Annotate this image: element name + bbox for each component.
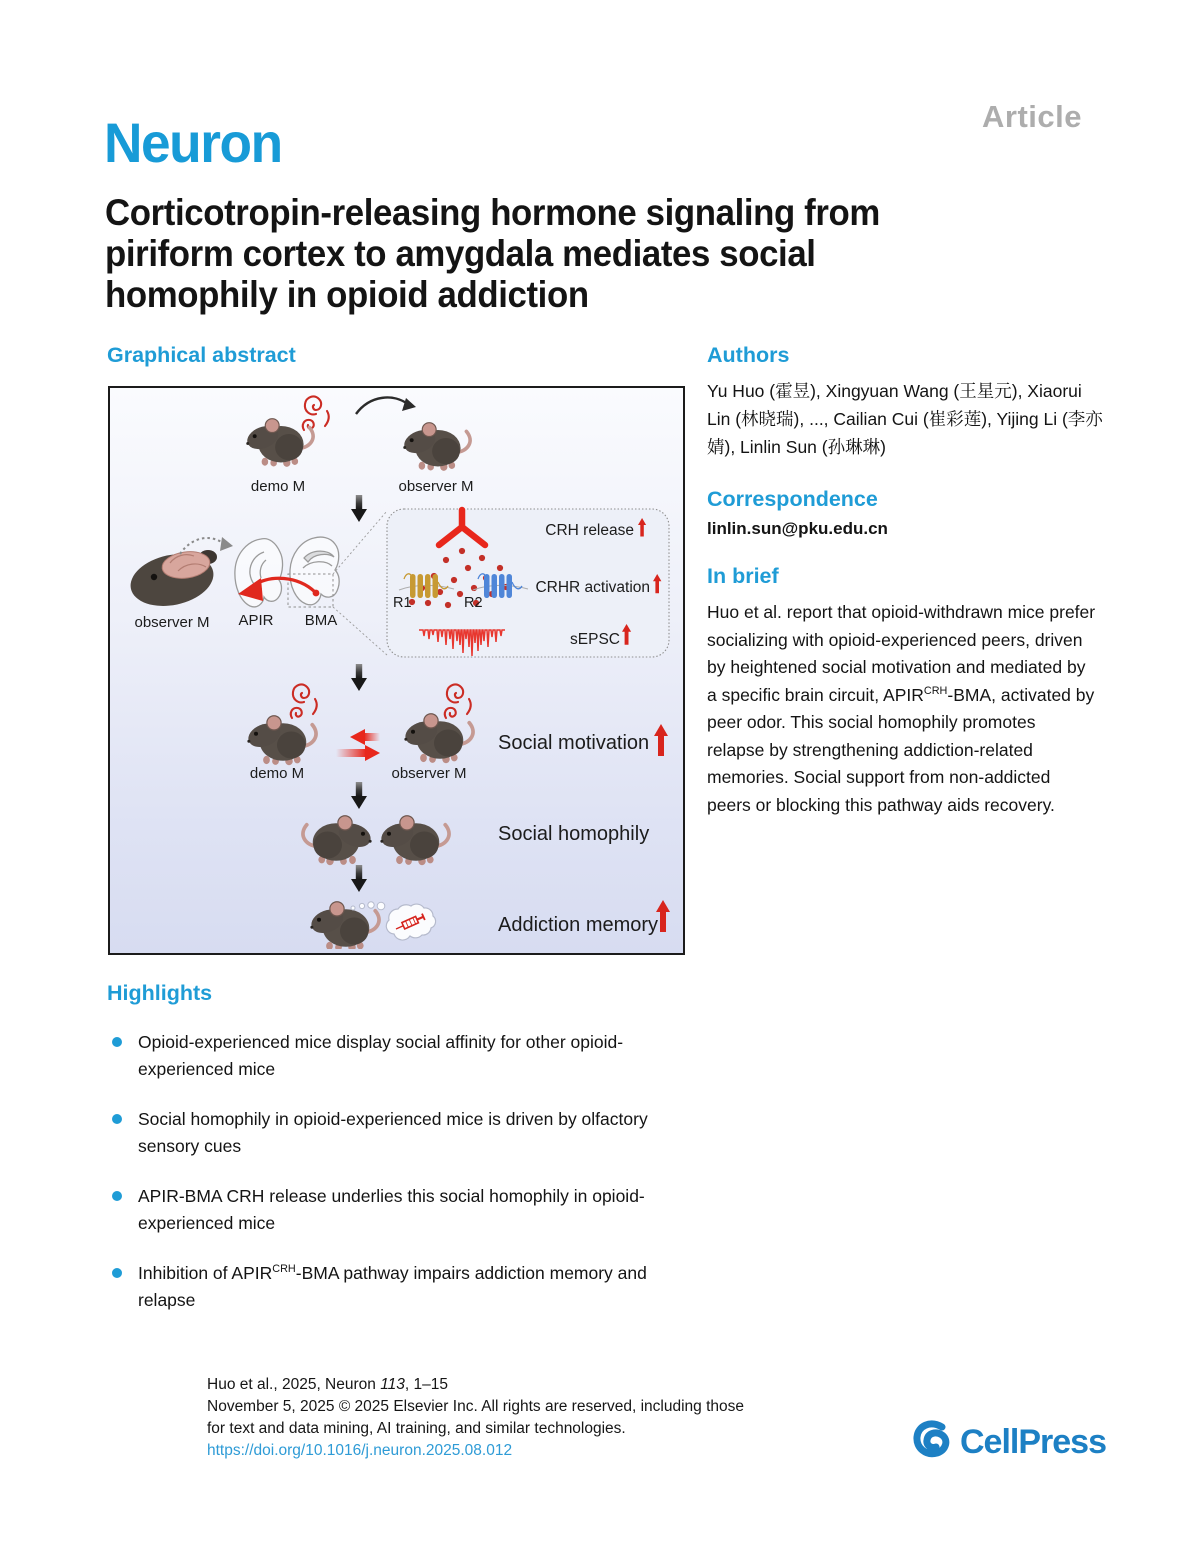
highlight-item bbox=[107, 1029, 707, 1083]
down-arrow-icon bbox=[351, 664, 367, 691]
mouse-facing-right bbox=[303, 816, 374, 866]
highlight-text: APIR-BMA CRH release underlies this social homophily in opioid-experienced mice bbox=[138, 1186, 645, 1233]
citation-pages: , 1–15 bbox=[404, 1376, 449, 1393]
in-brief-text-post: -BMA, activated by peer odor. This social homophily promotes relapse by strengthening addiction-related memories. Social support from non-addicted peers or blocking this pathway aids recovery. bbox=[707, 684, 1095, 815]
odor-swirl-icon bbox=[303, 397, 329, 430]
cellpress-wordmark: CellPress bbox=[960, 1422, 1106, 1461]
graphical-abstract-heading: Graphical abstract bbox=[107, 343, 296, 367]
highlight-text bbox=[138, 1260, 707, 1314]
highlight-text-pre: Inhibition of APIR bbox=[138, 1263, 273, 1283]
curved-arrow bbox=[356, 398, 409, 414]
mutual-attraction-arrows bbox=[336, 729, 380, 761]
in-brief-heading: In brief bbox=[707, 564, 779, 588]
addiction-memory-caption: Addiction memory bbox=[498, 914, 659, 936]
bullet-icon bbox=[112, 1114, 122, 1124]
down-arrow-icon bbox=[351, 865, 367, 892]
curved-arrow-head bbox=[402, 398, 416, 411]
title-line-3: homophily in opioid addiction bbox=[105, 274, 589, 315]
magnifier-lines bbox=[333, 511, 387, 655]
observer-mouse bbox=[402, 714, 473, 764]
dashed-arrow-head bbox=[220, 537, 233, 551]
observer-head-label: observer M bbox=[134, 614, 210, 631]
title-line-1: Corticotropin-releasing hormone signaling from bbox=[105, 192, 880, 233]
highlight-item bbox=[107, 1106, 707, 1160]
highlight-item bbox=[107, 1183, 707, 1237]
down-arrow-icon bbox=[351, 782, 367, 809]
highlight-text: Social homophily in opioid-experienced mice is driven by olfactory sensory cues bbox=[138, 1109, 648, 1156]
rights-line-1: November 5, 2025 © 2025 Elsevier Inc. All rights are reserved, including those bbox=[207, 1398, 744, 1415]
correspondence-email[interactable]: linlin.sun@pku.edu.cn bbox=[707, 519, 888, 538]
observer-mouse-label: observer M bbox=[398, 478, 474, 495]
social-homophily-caption: Social homophily bbox=[498, 823, 650, 845]
observer-head bbox=[126, 547, 219, 613]
article-type-label: Article bbox=[982, 99, 1082, 134]
crhr-activation-label: CRHR activation bbox=[535, 579, 650, 596]
odor-swirl-icon bbox=[445, 685, 471, 718]
bullet-icon bbox=[112, 1268, 122, 1278]
observer-mouse bbox=[401, 423, 470, 471]
cellpress-swirl-icon bbox=[912, 1418, 954, 1466]
odor-swirl-icon bbox=[291, 685, 317, 718]
demo-mouse-label: demo M bbox=[250, 478, 306, 495]
citation-line bbox=[207, 1374, 744, 1396]
author-names: Yu Huo (霍昱), Xingyuan Wang (王星元), Xiaorui Lin (林晓瑞), ..., Cailian Cui (崔彩莲), Yijing Li (李亦婧), Linlin Sun (孙琳琳) bbox=[707, 381, 1103, 457]
down-arrow-icon bbox=[351, 495, 367, 522]
authors-section bbox=[707, 343, 1105, 461]
correspondence-section bbox=[707, 487, 1105, 539]
citation-volume: 113 bbox=[380, 1376, 405, 1393]
citation-pre: Huo et al., 2025, Neuron bbox=[207, 1376, 381, 1393]
highlight-item bbox=[107, 1260, 707, 1314]
r2-label: R2 bbox=[464, 595, 483, 611]
highlight-sup: CRH bbox=[272, 1263, 296, 1276]
cellpress-logo bbox=[912, 1418, 1106, 1466]
rights-line-2: for text and data mining, AI training, and similar technologies. bbox=[207, 1420, 626, 1437]
demo-mouse bbox=[245, 716, 316, 766]
apir-label: APIR bbox=[238, 612, 274, 629]
bma-label: BMA bbox=[304, 612, 338, 629]
graphical-abstract-svg bbox=[110, 388, 679, 949]
up-arrow-icon bbox=[654, 724, 668, 756]
highlight-text-post: -BMA pathway impairs addiction memory and relapse bbox=[138, 1263, 647, 1310]
in-brief-sup: CRH bbox=[923, 684, 948, 697]
social-motivation-caption: Social motivation bbox=[498, 732, 650, 754]
highlights-heading: Highlights bbox=[107, 981, 213, 1005]
correspondence-heading: Correspondence bbox=[707, 487, 878, 511]
title-line-2: piriform cortex to amygdala mediates social bbox=[105, 233, 816, 274]
r1-label: R1 bbox=[393, 595, 412, 611]
journal-logo: Neuron bbox=[104, 111, 282, 174]
sepsc-label: sEPSC bbox=[570, 631, 620, 648]
bullet-icon bbox=[112, 1037, 122, 1047]
injection-site-dot bbox=[313, 590, 320, 597]
graphical-abstract-figure bbox=[108, 386, 685, 955]
observer-mouse-label: observer M bbox=[391, 765, 467, 782]
mouse-facing-left bbox=[378, 816, 449, 866]
highlight-text: Opioid-experienced mice display social affinity for other opioid-experienced mice bbox=[138, 1032, 624, 1079]
authors-heading: Authors bbox=[707, 343, 790, 367]
in-brief-text bbox=[707, 599, 1097, 819]
in-brief-text-pre: Huo et al. report that opioid-withdrawn mice prefer socializing with opioid-experienced peers, driven by heightened social motivation and mediated by a specific brain circuit, APIR bbox=[707, 602, 1096, 705]
bullet-icon bbox=[112, 1191, 122, 1201]
mouse bbox=[308, 902, 379, 949]
citation-footer bbox=[207, 1374, 744, 1462]
in-brief-section bbox=[707, 564, 1097, 819]
paper-title bbox=[105, 192, 1045, 315]
up-arrow-icon bbox=[656, 900, 670, 932]
crh-release-label: CRH release bbox=[545, 522, 634, 539]
doi-link[interactable]: https://doi.org/10.1016/j.neuron.2025.08.012 bbox=[207, 1442, 513, 1459]
highlights-section bbox=[107, 981, 707, 1314]
demo-mouse-label: demo M bbox=[249, 765, 305, 782]
